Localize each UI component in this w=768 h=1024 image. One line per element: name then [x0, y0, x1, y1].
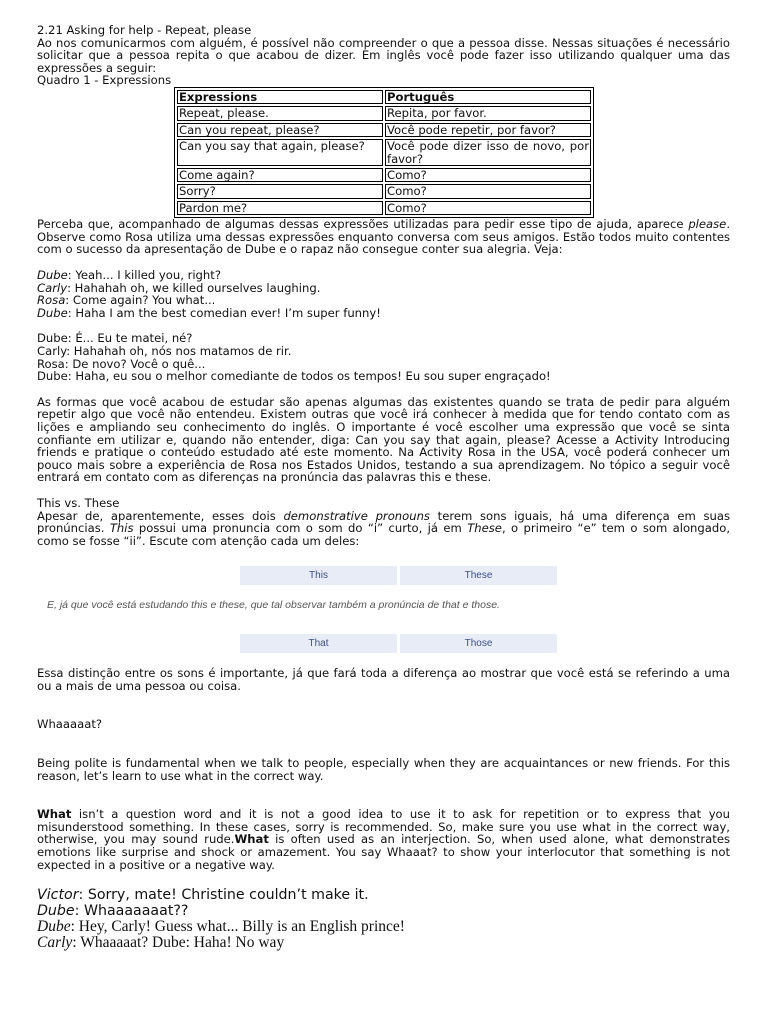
table-cell: Você pode repetir, por favor? — [385, 123, 591, 137]
distinction-paragraph: Essa distinção entre os sons é importante, já que fará toda a diferença ao mostrar que você está se referindo a uma ou a mais de uma pessoa ou coisa. — [37, 666, 730, 693]
table-cell: Come again? — [177, 168, 383, 182]
text-run: Apesar de, aparentemente, esses dois — [37, 508, 284, 523]
table-row — [177, 201, 591, 215]
section-heading: 2.21 Asking for help - Repeat, please — [37, 23, 252, 37]
table-header-row — [177, 90, 591, 104]
speaker-name: Dube — [37, 268, 68, 282]
text-run: is often used as an interjection. So, when used alone, what demonstrates emotions like surprise and shock or amazement. You say Whaaat? to show your interlocutor that something is not expected in a positive or a negative way. — [37, 832, 730, 872]
italic-term: demonstrative pronouns — [283, 508, 430, 523]
table-row — [177, 123, 591, 137]
table-caption: Quadro 1 - Expressions — [37, 73, 172, 88]
text-run: terem sons iguais, há uma diferença em suas pronúncias. — [37, 508, 731, 536]
audio-caption: E, já que você está estudando this e these, que tal observar também a pronúncia de that e those. — [47, 599, 500, 612]
text-run: Perceba que, acompanhado de algumas dessas expressões utilizadas para pedir esse tipo de ajuda, aparece — [37, 217, 689, 232]
dialogue-line — [37, 919, 730, 935]
dialogue-line — [37, 903, 730, 919]
dialogue-line: Carly: Hahahah oh, nós nos matamos de rir. — [37, 343, 292, 358]
forms-paragraph: As formas que você acabou de estudar são apenas algumas das existentes quando se trata de pedir para alguém repetir algo que você não entendeu. Existem outras que você irá conhecer à medida que for tendo contato com as lições e ampliando seu conhecimento do inglês. O importante é você escolher uma expressão que você se sinta confiante em utilizar e, quando não entender, diga: Can you say that again, please? Acesse a Activity Introducing friends e pratique o conteúdo estudado até este momento. Na Activity Rosa in the USA, você poderá conhecer um pouco mais sobre a experiência de Rosa nos Estados Unidos, testando a sua aprendizagem. No tópico a seguir você entrará em contato com as diferenças na pronúncia das palavras this e these. — [37, 394, 730, 485]
dialogue-text: : Hahahah oh, we killed ourselves laughing. — [67, 280, 321, 295]
dialogue-line — [37, 935, 730, 951]
dialogue-line — [37, 307, 730, 320]
dialogue-line: Dube: Haha, eu sou o melhor comediante de todos os tempos! Eu sou super engraçado! — [37, 369, 551, 384]
dialogue-text: : Whaaaaaaat?? — [74, 903, 189, 920]
italic-word: please — [688, 217, 727, 232]
whaaat-heading: Whaaaaat? — [37, 717, 103, 732]
dialogue-text: : Hey, Carly! Guess what... Billy is an English prince! — [70, 918, 405, 936]
dialogue-line: Rosa: De novo? Você o quê... — [37, 356, 206, 371]
table-cell: Can you say that again, please? — [177, 139, 383, 166]
italic-term: These — [467, 521, 502, 536]
audio-button-that[interactable]: That — [240, 634, 397, 653]
table-cell: Pardon me? — [177, 201, 383, 215]
dialogue-text: : Whaaaaat? Dube: Haha! No way — [72, 934, 285, 952]
dialogue-english — [37, 269, 730, 319]
table-cell: Como? — [385, 168, 591, 182]
table-cell: Você pode dizer isso de novo, por favor? — [387, 139, 589, 166]
table-row — [177, 106, 591, 120]
pronouns-paragraph — [37, 510, 730, 548]
speaker-name: Victor — [37, 887, 79, 904]
speaker-name: Dube — [37, 903, 75, 920]
table-cell: Can you repeat, please? — [177, 123, 383, 137]
intro-paragraph: Ao nos comunicarmos com alguém, é possível não compreender o que a pessoa disse. Nessas situações é necessário solicitar que a pessoa repita o que acabou de dizer. Em inglês você pode fazer isso utilizando qualquer uma das expressões a seguir: — [37, 35, 730, 75]
text-run: , o primeiro “e” tem o som alongado, como se fosse “ii”. Escute com atenção cada um deles: — [37, 521, 731, 548]
table-cell: Como? — [385, 201, 591, 215]
pronunciation-audio-panel — [37, 551, 730, 663]
text-run: . Observe como Rosa utiliza uma dessas expressões enquanto conversa com seus amigos. Estão todos muito contentes com o sucesso da apresentação de Dube e o rapaz não consegue conter sua alegria. Veja: — [37, 217, 730, 257]
dialogue-text: : Come again? You what... — [65, 293, 216, 308]
text-run: possui uma pronuncia com o som do “i” curto, já em — [133, 521, 468, 536]
table-row — [177, 184, 591, 198]
speaker-name: Carly — [37, 934, 73, 952]
speaker-name: Rosa — [37, 293, 66, 308]
what-paragraph — [37, 808, 730, 871]
bold-term: What — [37, 807, 72, 822]
table-row — [177, 168, 591, 182]
bold-term: What — [234, 832, 269, 847]
dialogue-text: : Sorry, mate! Christine couldn’t make it. — [78, 887, 369, 904]
dialogue-line: Dube: É... Eu te matei, né? — [37, 331, 193, 346]
table-cell: Repeat, please. — [177, 106, 383, 120]
speaker-name: Carly — [37, 280, 68, 295]
table-header-cell: Expressions — [177, 90, 383, 104]
dialogue-portuguese — [37, 332, 730, 382]
this-these-heading: This vs. These — [37, 495, 120, 510]
speaker-name: Dube — [37, 305, 68, 320]
table-cell: Sorry? — [177, 184, 383, 198]
final-dialogue — [37, 887, 730, 951]
audio-button-those[interactable]: Those — [400, 634, 557, 653]
table-header-cell: Português — [385, 90, 591, 104]
text-run: isn’t a question word and it is not a good idea to use it to ask for repetition or to express that you misunderstood something. In these cases, sorry is recommended. So, make sure you use what in the correct way, otherwise, you may sound rude. — [37, 807, 730, 847]
italic-term: This — [109, 521, 134, 536]
audio-button-this[interactable]: This — [240, 566, 397, 585]
table-cell: Como? — [385, 184, 591, 198]
dialogue-text: : Yeah... I killed you, right? — [67, 268, 221, 282]
audio-button-these[interactable]: These — [400, 566, 557, 585]
document-page — [37, 24, 730, 951]
dialogue-line — [37, 887, 730, 903]
please-paragraph — [37, 218, 730, 256]
polite-paragraph: Being polite is fundamental when we talk to people, especially when they are acquaintances or new friends. For this reason, let’s learn to use what in the correct way. — [37, 756, 730, 783]
speaker-name: Dube — [37, 918, 71, 936]
table-row — [177, 139, 591, 166]
table-cell: Repita, por favor. — [385, 106, 591, 120]
dialogue-text: : Haha I am the best comedian ever! I’m super funny! — [67, 305, 381, 320]
expressions-table — [174, 87, 594, 218]
